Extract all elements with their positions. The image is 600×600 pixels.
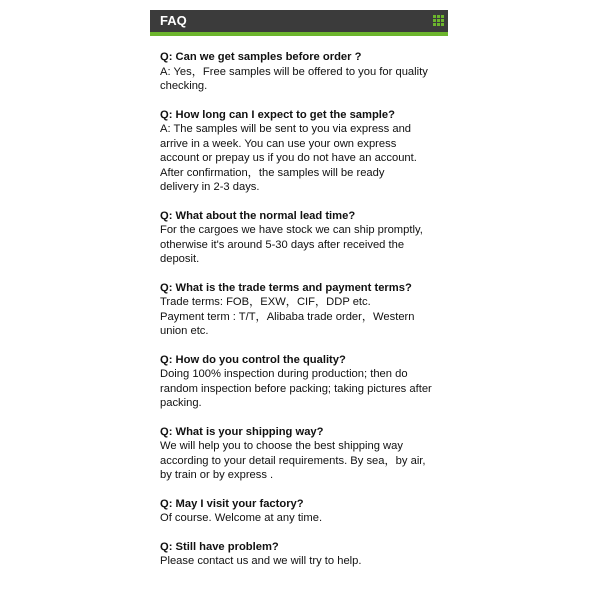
page-title: FAQ <box>160 13 187 28</box>
faq-item <box>160 281 445 339</box>
faq-answer: Doing 100% inspection during production; then do random inspection before packing; taking pictures after packing. <box>160 368 432 409</box>
faq-item <box>160 353 445 411</box>
grid-icon <box>433 15 444 26</box>
faq-answer: Of course. Welcome at any time. <box>160 512 323 524</box>
faq-item <box>160 108 445 195</box>
faq-answer: For the cargoes we have stock we can ship promptly, otherwise it's around 5-30 days after received the deposit. <box>160 224 423 265</box>
faq-item <box>160 540 445 569</box>
faq-question: Q: What is the trade terms and payment terms? <box>160 281 412 294</box>
faq-header <box>150 10 448 36</box>
faq-answer: A: The samples will be sent to you via express and arrive in a week. You can use your own express account or prepay us if you do not have an account. After confirmation，the samples will be ready delivery in 2-3 days. <box>160 123 417 193</box>
faq-question: Q: Still have problem? <box>160 540 279 553</box>
faq-list <box>160 50 445 583</box>
faq-answer: Please contact us and we will try to help. <box>160 555 362 567</box>
faq-question: Q: May I visit your factory? <box>160 497 304 510</box>
faq-item <box>160 425 445 483</box>
faq-panel <box>150 10 448 580</box>
faq-answer: A: Yes，Free samples will be offered to you for quality checking. <box>160 65 428 92</box>
faq-question: Q: Can we get samples before order ? <box>160 51 362 63</box>
faq-item <box>160 209 445 267</box>
faq-answer: Trade terms: FOB，EXW，CIF，DDP etc. Payment term : T/T，Alibaba trade order，Western union etc. <box>160 296 415 337</box>
faq-question: Q: What is your shipping way? <box>160 425 324 438</box>
faq-question: Q: How do you control the quality? <box>160 353 346 366</box>
faq-question: Q: What about the normal lead time? <box>160 209 356 222</box>
faq-question: Q: How long can I expect to get the sample? <box>160 108 395 121</box>
faq-answer: We will help you to choose the best shipping way according to your detail requirements. By sea，by air, by train or by express . <box>160 440 426 481</box>
faq-item <box>160 50 445 94</box>
faq-item <box>160 497 445 526</box>
